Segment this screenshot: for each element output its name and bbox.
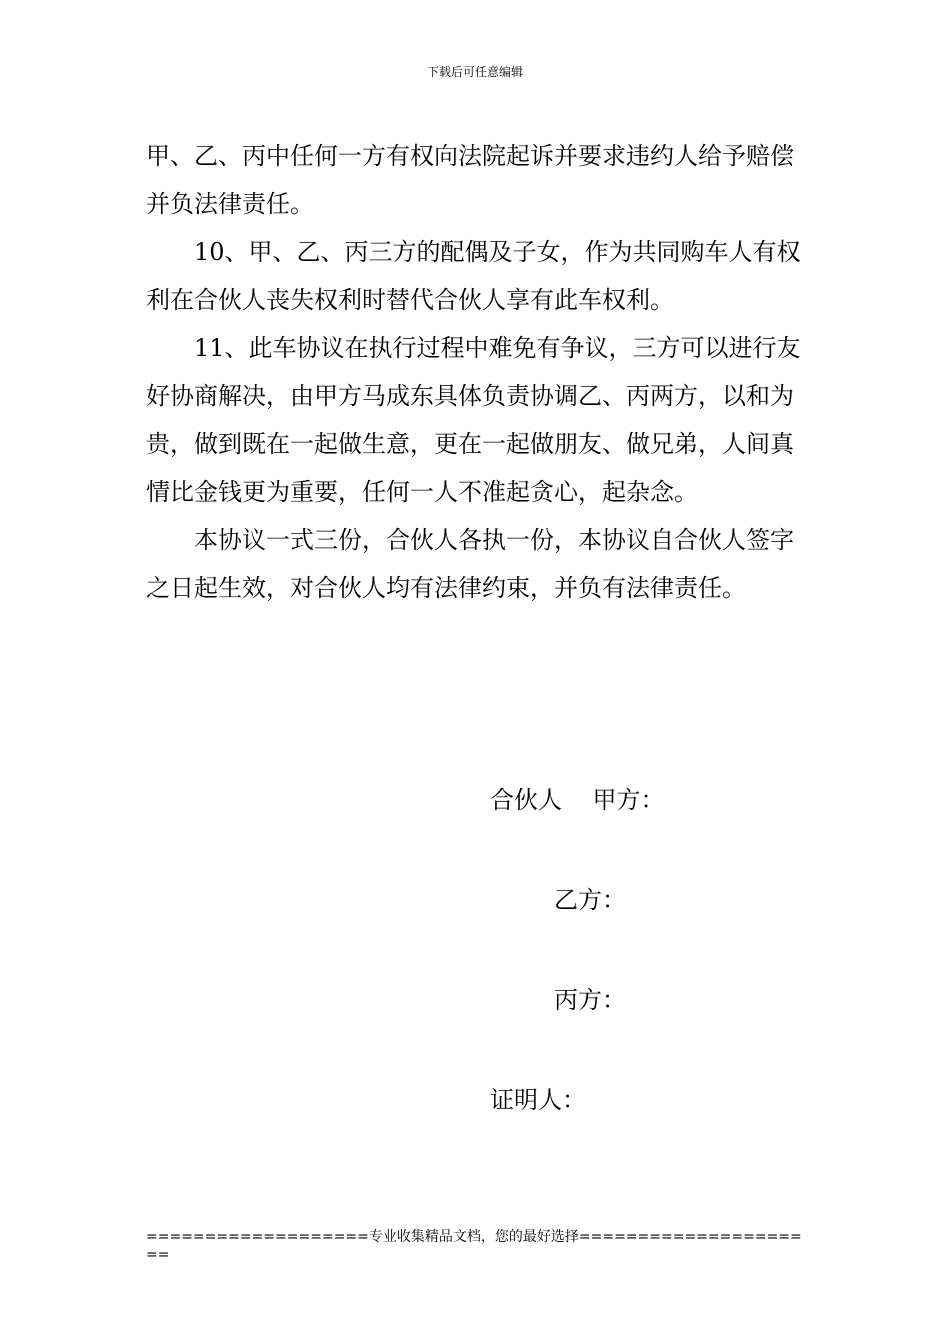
signature-witness: 证明人： — [490, 1086, 586, 1114]
paragraph-clause-10: 10、甲、乙、丙三方的配偶及子女，作为共同购车人有权利在合伙人丧失权利时替代合伙人享有此车权利。 — [146, 238, 801, 314]
document-body — [146, 132, 810, 612]
paragraph-clause-11: 11、此车协议在执行过程中难免有争议，三方可以进行友好协商解决，由甲方马成东具体负责协调乙、丙两方，以和为贵，做到既在一起做生意，更在一起做朋友、做兄弟，人间真情比金钱更为重要，任何一人不准起贪心，起杂念。 — [146, 334, 801, 506]
signature-partner-a: 合伙人 甲方： — [490, 786, 665, 814]
paragraph-effectiveness: 本协议一式三份，合伙人各执一份，本协议自合伙人签字之日起生效，对合伙人均有法律约束，并负有法律责任。 — [146, 526, 794, 602]
paragraph-continuation: 甲、乙、丙中任何一方有权向法院起诉并要求违约人给予赔偿并负法律责任。 — [146, 142, 794, 218]
signature-partner-b: 乙方： — [554, 886, 626, 914]
signature-partner-c: 丙方： — [554, 986, 626, 1014]
page-footer: ===================专业收集精品文档，您的最好选择===================== — [146, 1229, 802, 1263]
page-header: 下载后可任意编辑 — [426, 65, 523, 79]
